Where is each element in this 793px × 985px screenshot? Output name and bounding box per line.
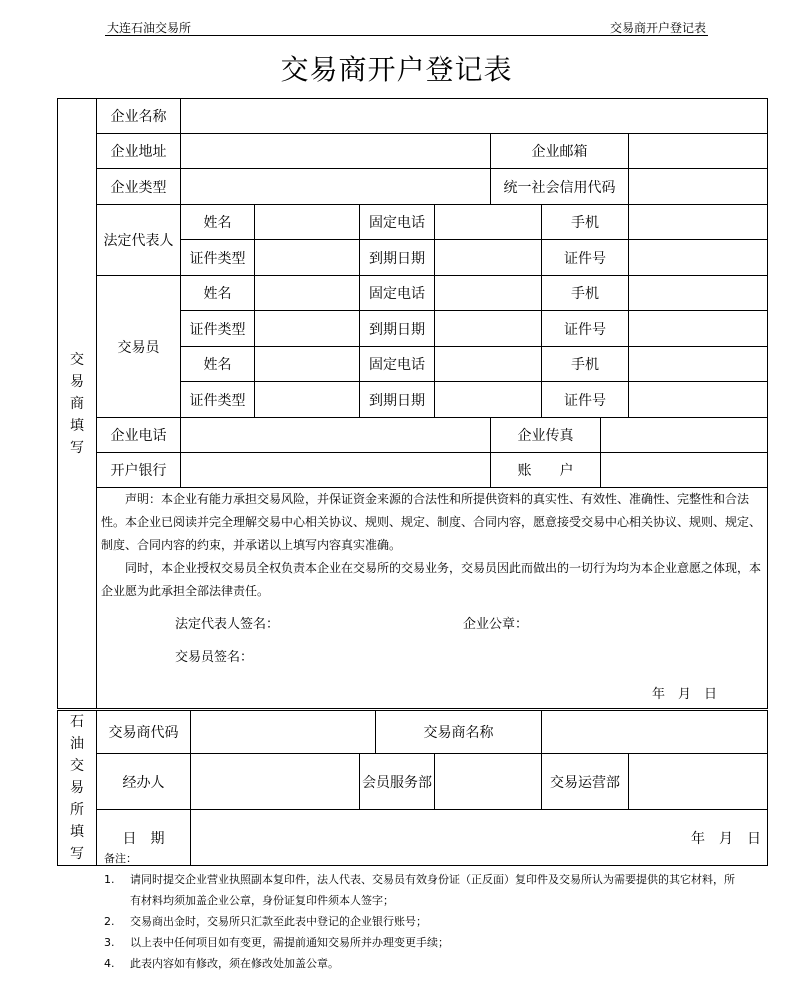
company-phone-field[interactable] — [181, 418, 491, 453]
trader1-landline-field[interactable] — [435, 276, 542, 311]
exchange-fill-side-label: 石 油 交 易 所 填 写 — [58, 710, 97, 866]
account-label: 账 户 — [491, 453, 601, 488]
trader1-id-no-label: 证件号 — [542, 311, 629, 347]
trader1-landline-label: 固定电话 — [360, 276, 435, 311]
note-item: 1. 请同时提交企业营业执照副本复印件，法人代表、交易员有效身份证（正反面）复印件及交易所认为需要提供的其它材料，所有材料均须加盖企业公章，身份证复印件须本人签字； — [104, 873, 735, 907]
trader2-expiry-label: 到期日期 — [360, 382, 435, 418]
note-item: 3. 以上表中任何项目如有变更，需提前通知交易所并办理变更手续； — [104, 936, 449, 949]
member-dept-label: 会员服务部 — [360, 754, 435, 810]
credit-code-field[interactable] — [629, 169, 768, 205]
trader1-mobile-field[interactable] — [629, 276, 768, 311]
page-header — [105, 18, 708, 36]
legal-rep-expiry-label: 到期日期 — [360, 240, 435, 276]
trader-name-label: 交易商名称 — [376, 710, 542, 754]
trader-code-label: 交易商代码 — [97, 710, 191, 754]
trader1-mobile-label: 手机 — [542, 276, 629, 311]
trader2-id-no-field[interactable] — [629, 382, 768, 418]
trader2-name-label: 姓名 — [181, 347, 255, 382]
handler-label: 经办人 — [97, 754, 191, 810]
note-item: 4. 此表内容如有修改，须在修改处加盖公章。 — [104, 957, 339, 970]
trader2-expiry-field[interactable] — [435, 382, 542, 418]
company-name-label: 企业名称 — [97, 99, 181, 134]
bank-field[interactable] — [181, 453, 491, 488]
authorization-text: 同时，本企业授权交易员全权负责本企业在交易所的交易业务，交易员因此而做出的一切行为均为本企业意愿之体现，本企业愿为此承担全部法律责任。 — [101, 561, 762, 598]
company-fax-field[interactable] — [601, 418, 768, 453]
trader2-id-no-label: 证件号 — [542, 382, 629, 418]
account-field[interactable] — [601, 453, 768, 488]
trader-fill-side-label: 交 易 商 填 写 — [58, 99, 97, 710]
legal-rep-name-field[interactable] — [255, 205, 360, 240]
legal-rep-landline-field[interactable] — [435, 205, 542, 240]
registration-form — [57, 98, 768, 866]
legal-rep-mobile-label: 手机 — [542, 205, 629, 240]
trader-signature-label: 交易员签名： — [175, 650, 254, 665]
trader2-landline-field[interactable] — [435, 347, 542, 382]
date-field[interactable]: 年 月 日 — [191, 810, 768, 866]
trader2-id-type-field[interactable] — [255, 382, 360, 418]
company-name-field[interactable] — [181, 99, 768, 134]
trader1-id-type-label: 证件类型 — [181, 311, 255, 347]
trader-name-field[interactable] — [542, 710, 768, 754]
member-dept-field[interactable] — [435, 754, 542, 810]
ops-dept-field[interactable] — [629, 754, 768, 810]
date-label: 日 期 — [97, 810, 191, 866]
trader1-name-label: 姓名 — [181, 276, 255, 311]
trader2-name-field[interactable] — [255, 347, 360, 382]
notes-section — [104, 848, 744, 974]
header-org: 大连石油交易所 — [107, 21, 192, 35]
legal-rep-signature-label: 法定代表人签名： — [175, 617, 280, 632]
legal-rep-id-no-field[interactable] — [629, 240, 768, 276]
trader-code-field[interactable] — [191, 710, 376, 754]
legal-rep-name-label: 姓名 — [181, 205, 255, 240]
note-item: 2. 交易商出金时，交易所只汇款至此表中登记的企业银行账号； — [104, 915, 427, 928]
trader1-expiry-label: 到期日期 — [360, 311, 435, 347]
company-phone-label: 企业电话 — [97, 418, 181, 453]
trader1-id-no-field[interactable] — [629, 311, 768, 347]
legal-rep-id-type-field[interactable] — [255, 240, 360, 276]
notes-title: 备注： — [104, 852, 137, 865]
company-email-label: 企业邮箱 — [491, 134, 629, 169]
declaration-date: 年 月 日 — [651, 687, 717, 702]
company-type-field[interactable] — [181, 169, 491, 205]
trader-label: 交易员 — [97, 276, 181, 418]
company-address-field[interactable] — [181, 134, 491, 169]
trader2-landline-label: 固定电话 — [360, 347, 435, 382]
legal-rep-mobile-field[interactable] — [629, 205, 768, 240]
handler-field[interactable] — [191, 754, 360, 810]
legal-rep-id-no-label: 证件号 — [542, 240, 629, 276]
trader1-id-type-field[interactable] — [255, 311, 360, 347]
legal-rep-landline-label: 固定电话 — [360, 205, 435, 240]
company-type-label: 企业类型 — [97, 169, 181, 205]
trader1-name-field[interactable] — [255, 276, 360, 311]
company-fax-label: 企业传真 — [491, 418, 601, 453]
trader2-id-type-label: 证件类型 — [181, 382, 255, 418]
company-seal-label: 企业公章： — [463, 617, 529, 632]
declaration-block — [97, 488, 768, 710]
credit-code-label: 统一社会信用代码 — [491, 169, 629, 205]
page-title: 交易商开户登记表 — [280, 53, 513, 86]
legal-rep-label: 法定代表人 — [97, 205, 181, 276]
legal-rep-id-type-label: 证件类型 — [181, 240, 255, 276]
trader1-expiry-field[interactable] — [435, 311, 542, 347]
company-address-label: 企业地址 — [97, 134, 181, 169]
declaration-text: 声明：本企业有能力承担交易风险，并保证资金来源的合法性和所提供资料的真实性、有效性、准确性、完整性和合法性。本企业已阅读并完全理解交易中心相关协议、规则、规定、制度、合同内容，愿意接受交易中心相关协议、规则、规定、制度、合同内容的约束，并承诺以上填写内容真实准确。 — [101, 492, 762, 552]
legal-rep-expiry-field[interactable] — [435, 240, 542, 276]
header-form-name: 交易商开户登记表 — [609, 21, 706, 35]
trader2-mobile-label: 手机 — [542, 347, 629, 382]
company-email-field[interactable] — [629, 134, 768, 169]
bank-label: 开户银行 — [97, 453, 181, 488]
ops-dept-label: 交易运营部 — [542, 754, 629, 810]
trader2-mobile-field[interactable] — [629, 347, 768, 382]
